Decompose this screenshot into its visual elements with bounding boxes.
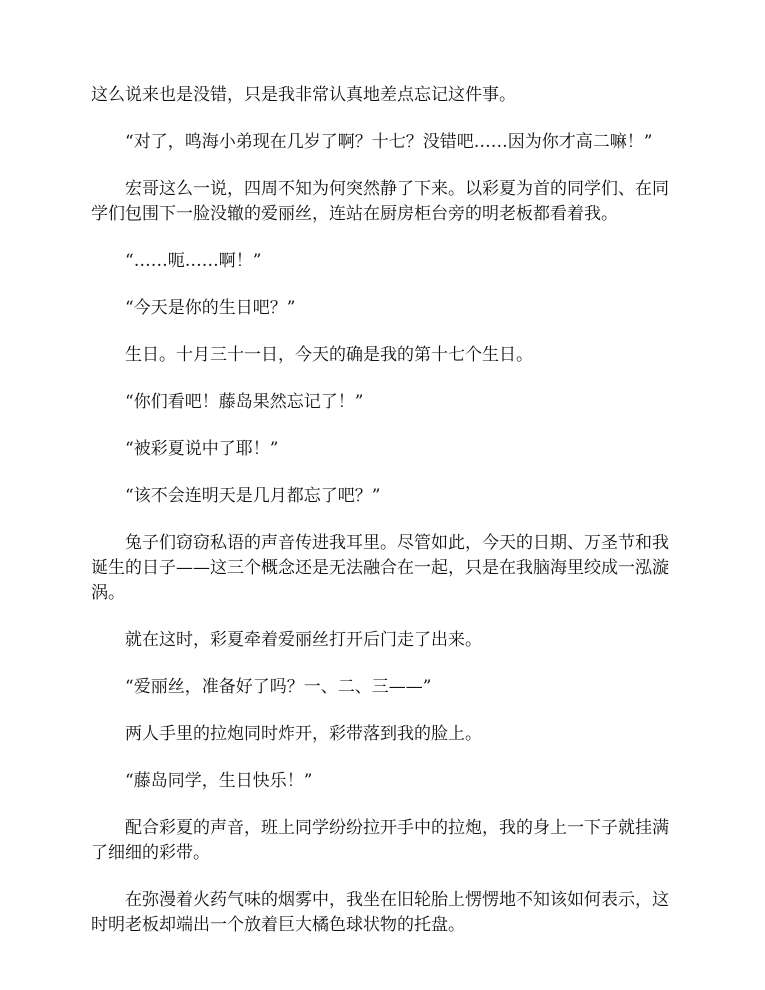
paragraph-16: 在弥漫着火药气味的烟雾中，我坐在旧轮胎上愣愣地不知该如何表示，这时明老板却端出一个放着巨大橘色球状物的托盘。	[91, 890, 669, 935]
paragraph-4: “……呃……啊！”	[125, 251, 262, 271]
paragraph-8: “被彩夏说中了耶！”	[125, 439, 279, 459]
paragraph-12: “爱丽丝，准备好了吗？一、二、三——”	[125, 677, 432, 697]
document-body	[91, 83, 681, 960]
paragraph-1: 这么说来也是没错，只是我非常认真地差点忘记这件事。	[91, 85, 516, 105]
paragraph-2: “对了，鸣海小弟现在几岁了啊？十七？没错吧……因为你才高二嘛！”	[125, 132, 653, 152]
paragraph-11: 就在这时，彩夏牵着爱丽丝打开后门走了出来。	[125, 630, 482, 650]
paragraph-13: 两人手里的拉炮同时炸开，彩带落到我的脸上。	[125, 724, 482, 744]
paragraph-5: “今天是你的生日吧？”	[125, 298, 296, 318]
paragraph-3: 宏哥这么一说，四周不知为何突然静了下来。以彩夏为首的同学们、在同学们包围下一脸没辙的爱丽丝，连站在厨房柜台旁的明老板都看着我。	[91, 179, 669, 224]
paragraph-15: 配合彩夏的声音，班上同学纷纷拉开手中的拉炮，我的身上一下子就挂满了细细的彩带。	[91, 818, 669, 863]
paragraph-6: 生日。十月三十一日，今天的确是我的第十七个生日。	[125, 345, 533, 365]
paragraph-9: “该不会连明天是几月都忘了吧？”	[125, 486, 381, 506]
paragraph-7: “你们看吧！藤岛果然忘记了！”	[125, 392, 364, 412]
paragraph-10: 兔子们窃窃私语的声音传进我耳里。尽管如此，今天的日期、万圣节和我诞生的日子——这三个概念还是无法融合在一起，只是在我脑海里绞成一泓漩涡。	[91, 533, 669, 603]
paragraph-14: “藤岛同学，生日快乐！”	[125, 771, 313, 791]
